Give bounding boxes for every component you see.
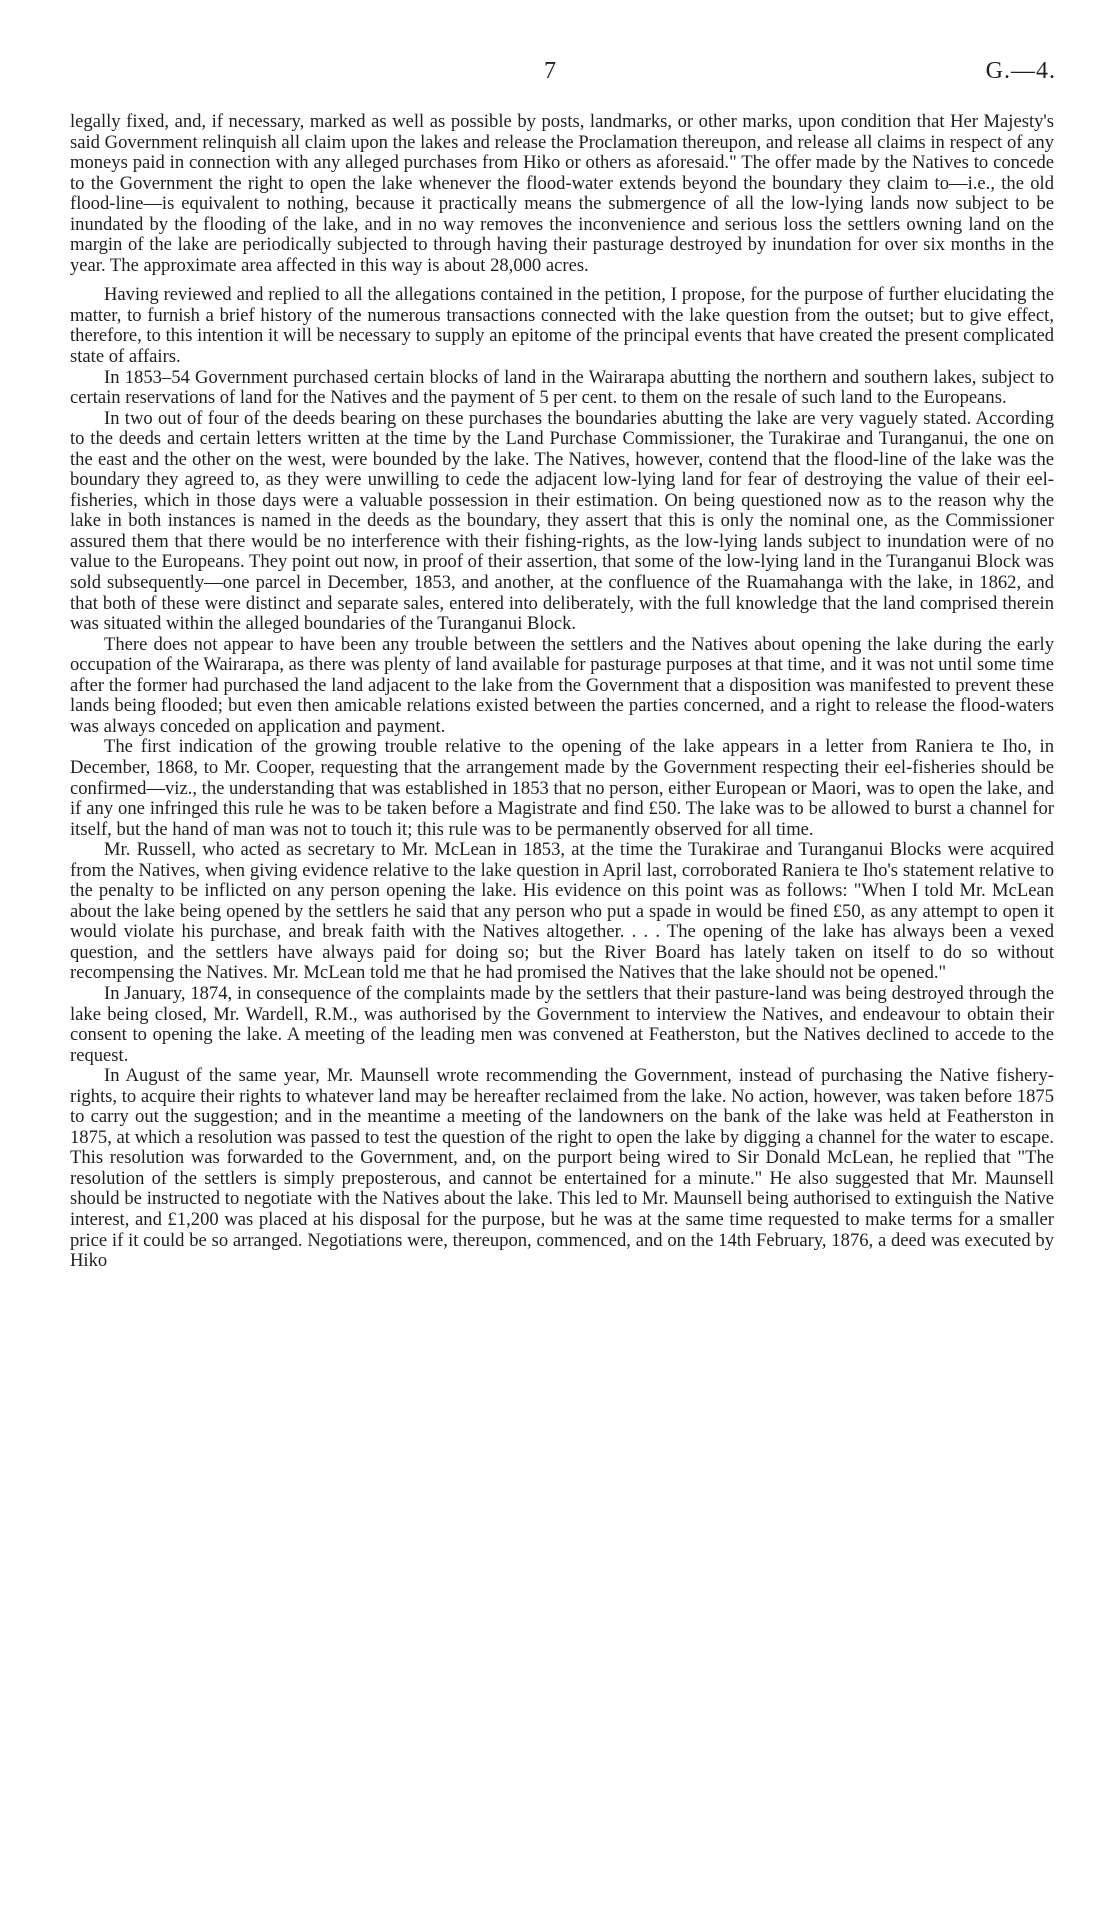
paragraph: Mr. Russell, who acted as secretary to Mr. McLean in 1853, at the time the Turakirae and Turanganui Blocks were acquired from the Natives, when giving evidence relative to the lake question in April last, corroborated Raniera te Iho's statement relative to the penalty to be inflicted on any person opening the lake. His evidence on this point was as follows: "When I told Mr. McLean about the lake being opened by the settlers he said that any person who put a spade in would be fined £50, as any attempt to open it would violate his purchase, and break faith with the Natives altogether. . . . The opening of the lake has always been a vexed question, and the settlers have always paid for doing so; but the River Board has lately taken on itself to do so without recompensing the Natives. Mr. McLean told me that he had promised the Natives that the lake should not be opened." — [70, 839, 1054, 984]
paragraph: The first indication of the growing trouble relative to the opening of the lake appears in a letter from Raniera te Iho, in December, 1868, to Mr. Cooper, requesting that the arrangement made by the Government respecting their eel-fisheries should be confirmed—viz., the understanding that was established in 1853 that no person, either European or Maori, was to open the lake, and if any one infringed this rule he was to be taken before a Magistrate and find £50. The lake was to be allowed to burst a channel for itself, but the hand of man was not to touch it; this rule was to be permanently observed for all time. — [70, 736, 1054, 840]
paragraph: legally fixed, and, if necessary, marked as well as possible by posts, landmarks, or other marks, upon condition that Her Majesty's said Government relinquish all claim upon the lakes and release the Proclamation thereupon, and release all claims in respect of any moneys paid in connection with any alleged purchases from Hiko or others as aforesaid." The offer made by the Natives to concede to the Government the right to open the lake whenever the flood-water extends beyond the boundary they claim to—i.e., the old flood-line—is equivalent to nothing, because it practically means the submergence of all the low-lying lands now subject to be inundated by the flooding of the lake, and in no way removes the inconvenience and serious loss the settlers owning land on the margin of the lake are periodically subjected to through having their pasturage destroyed by inundation for over six months in the year. The approximate area affected in this way is about 28,000 acres. — [70, 111, 1054, 276]
paragraph: In 1853–54 Government purchased certain blocks of land in the Wairarapa abutting the northern and southern lakes, subject to certain reservations of land for the Natives and the payment of 5 per cent. to them on the resale of such land to the Europeans. — [70, 366, 1054, 409]
page-header — [0, 58, 1114, 88]
paragraph: There does not appear to have been any trouble between the settlers and the Natives about opening the lake during the early occupation of the Wairarapa, as there was plenty of land available for pasturage purposes at that time, and it was not until some time after the former had purchased the land adjacent to the lake from the Government that a disposition was manifested to prevent these lands being flooded; but even then amicable relations existed between the parties concerned, and a right to release the flood-waters was always conceded on application and payment. — [70, 633, 1054, 737]
paragraph: In two out of four of the deeds bearing on these purchases the boundaries abutting the lake are very vaguely stated. According to the deeds and certain letters written at the time by the Land Purchase Commissioner, the Turakirae and Turanganui, the one on the east and the other on the west, were bounded by the lake. The Natives, however, contend that the flood-line of the lake was the boundary they agreed to, as they were unwilling to cede the adjacent low-lying land for fear of destroying the value of their eel-fisheries, which in those days were a valuable possession in their estimation. On being questioned now as to the reason why the lake in both instances is named in the deeds as the boundary, they assert that this is only the nominal one, as the Commissioner assured them that there would be no interference with their fishing-rights, as the low-lying lands subject to inundation were of no value to the Europeans. They point out now, in proof of their assertion, that some of the low-lying land in the Turanganui Block was sold subsequently—one parcel in December, 1853, and another, at the confluence of the Ruamahanga with the lake, in 1862, and that both of these were distinct and separate sales, entered into deliberately, with the full knowledge that the land comprised therein was situated within the alleged boundaries of the Turanganui Block. — [70, 407, 1054, 635]
paragraph: Having reviewed and replied to all the allegations contained in the petition, I propose, for the purpose of further elucidating the matter, to furnish a brief history of the numerous transactions connected with the lake question from the outset; but to give effect, therefore, to this intention it will be necessary to supply an epitome of the principal events that have created the present complicated state of affairs. — [70, 284, 1054, 368]
paragraph: In August of the same year, Mr. Maunsell wrote recommending the Government, instead of purchasing the Native fishery-rights, to acquire their rights to whatever land may be hereafter reclaimed from the lake. No action, however, was taken before 1875 to carry out the suggestion; and in the meantime a meeting of the landowners on the bank of the lake was held at Featherston in 1875, at which a resolution was passed to test the question of the right to open the lake by digging a channel for the water to escape. This resolution was forwarded to the Government, and, on the purport being wired to Sir Donald McLean, he replied that "The resolution of the settlers is simply preposterous, and cannot be entertained for a minute." He also suggested that Mr. Maunsell should be instructed to negotiate with the Natives about the lake. This led to Mr. Maunsell being authorised to extinguish the Native interest, and £1,200 was placed at his disposal for the purpose, but he was at the same time requested to make terms for a smaller price if it could be so arranged. Negotiations were, thereupon, commenced, and on the 14th February, 1876, a deed was executed by Hiko — [70, 1065, 1054, 1272]
body-text — [70, 112, 1054, 1272]
document-reference: G.—4. — [985, 58, 1056, 84]
paragraph: In January, 1874, in consequence of the complaints made by the settlers that their pasture-land was being destroyed through the lake being closed, Mr. Wardell, R.M., was authorised by the Government to interview the Natives, and endeavour to obtain their consent to opening the lake. A meeting of the leading men was convened at Featherston, but the Natives declined to accede to the request. — [70, 982, 1054, 1066]
page-number: 7 — [544, 58, 556, 84]
